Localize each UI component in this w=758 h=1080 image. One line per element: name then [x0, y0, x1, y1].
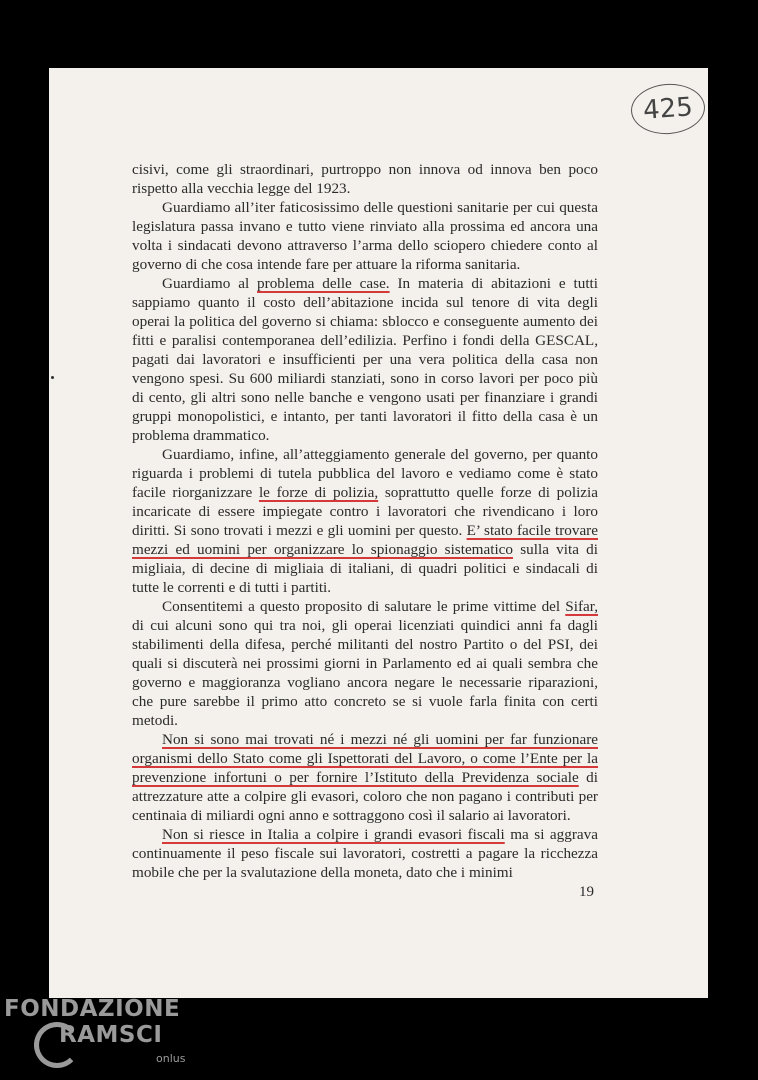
page-stamp: 425 [629, 81, 706, 136]
body-text [132, 160, 598, 882]
page-number: 19 [579, 884, 594, 900]
text-span: sulla vita di migliaia, di decine di migliaia di italiani, di quadri politici e sindacali di tutte le correnti e di tutti i partiti. [132, 541, 598, 596]
text-span: Guardiamo all’iter faticosissimo delle questioni sanitarie per cui questa legislatura passa invano e tutto viene rinviato alla prossima ed ancora una volta i sindacati devono attraverso l’arma dello sciopero chiedere conto al governo di che cosa intende fare per attuare la riforma sanitaria. [132, 199, 598, 273]
document-page [49, 68, 708, 998]
paragraph [132, 160, 598, 198]
text-span: Guardiamo al [162, 275, 258, 292]
underlined-text: problema delle case. [257, 275, 390, 292]
text-span: soprattutto quelle forze di polizia incaricate di essere impiegate contro i lavoratori che rivendicano i loro diritti. Si sono trovati i mezzi e gli uomini per questo. [132, 484, 599, 539]
paragraph [132, 730, 598, 825]
paragraph [132, 274, 598, 445]
paragraph [132, 445, 598, 597]
margin-mark [51, 376, 54, 379]
text-span: cisivi, come gli straordinari, purtroppo non innova od innova ben poco rispetto alla vecchia legge del 1923. [132, 161, 598, 197]
text-span: Guardiamo, infine, all’atteggiamento generale del governo, per quanto riguarda i problemi di tutela pubblica del lavoro e vediamo come è stato facile riorganizzare [132, 446, 598, 501]
paragraph [132, 825, 598, 882]
watermark-line2: RAMSCI [59, 1022, 163, 1048]
text-span: In materia di abitazioni e tutti sappiamo quanto il costo dell’abitazione incida sul tenore di vita degli operai la politica del governo si chiama: sblocco e conseguente aumento dei fitti e paralisi contemporanea dell’edilizia. Perfino i fondi della GESCAL, pagati dai lavoratori e insufficienti per una vera politica della casa non vengono spesi. Su 600 miliardi stanziati, sono in corso lavori per poco più di cento, gli altri sono nelle banche e vengono usati per finanziare i grandi gruppi monopolistici, e intanto, per tanti lavoratori il fitto della casa è un problema drammatico. [132, 275, 598, 444]
watermark-line1: FONDAZIONE [4, 996, 181, 1022]
underlined-text: le forze di polizia, [258, 484, 379, 501]
underlined-text: E’ stato facile trovare mezzi ed uomini per organizzare lo spionaggio sistematico [132, 522, 598, 558]
paragraph [132, 198, 598, 274]
paragraph [132, 597, 598, 730]
watermark-logo [4, 996, 194, 1076]
underlined-text: Non si riesce in Italia a colpire i grandi evasori fiscali [162, 826, 505, 843]
text-span: di cui alcuni sono qui tra noi, gli operai licenziati quindici anni fa dagli stabilimenti della difesa, perché militanti del nostro Partito o del PSI, dei quali si discuterà nei prossimi giorni in Parlamento ed ai quali sembra che governo e maggioranza vogliano ancora negare le necessarie riparazioni, che pure sarebbe il primo atto concreto se si vuole farla finita con certi metodi. [132, 617, 598, 729]
text-span: ma si aggrava continuamente il peso fiscale sui lavoratori, costretti a pagare la ricchezza mobile che per la svalutazione della moneta, dato che i minimi [132, 826, 598, 881]
text-span: Consentitemi a questo proposito di salutare le prime vittime del [162, 598, 566, 615]
underlined-text: Non si sono mai trovati né i mezzi né gli uomini per far funzionare organismi dello Stato come gli Ispettorati del Lavoro, o come l’Ente per la prevenzione infortuni o per fornire l’Istituto della Previdenza sociale [132, 731, 598, 786]
underlined-text: Sifar, [565, 598, 598, 615]
watermark-sub: onlus [156, 1052, 186, 1065]
text-span: di attrezzature atte a colpire gli evasori, coloro che non pagano i contributi per centinaia di miliardi ogni anno e sottraggono così il salario ai lavoratori. [132, 769, 598, 824]
